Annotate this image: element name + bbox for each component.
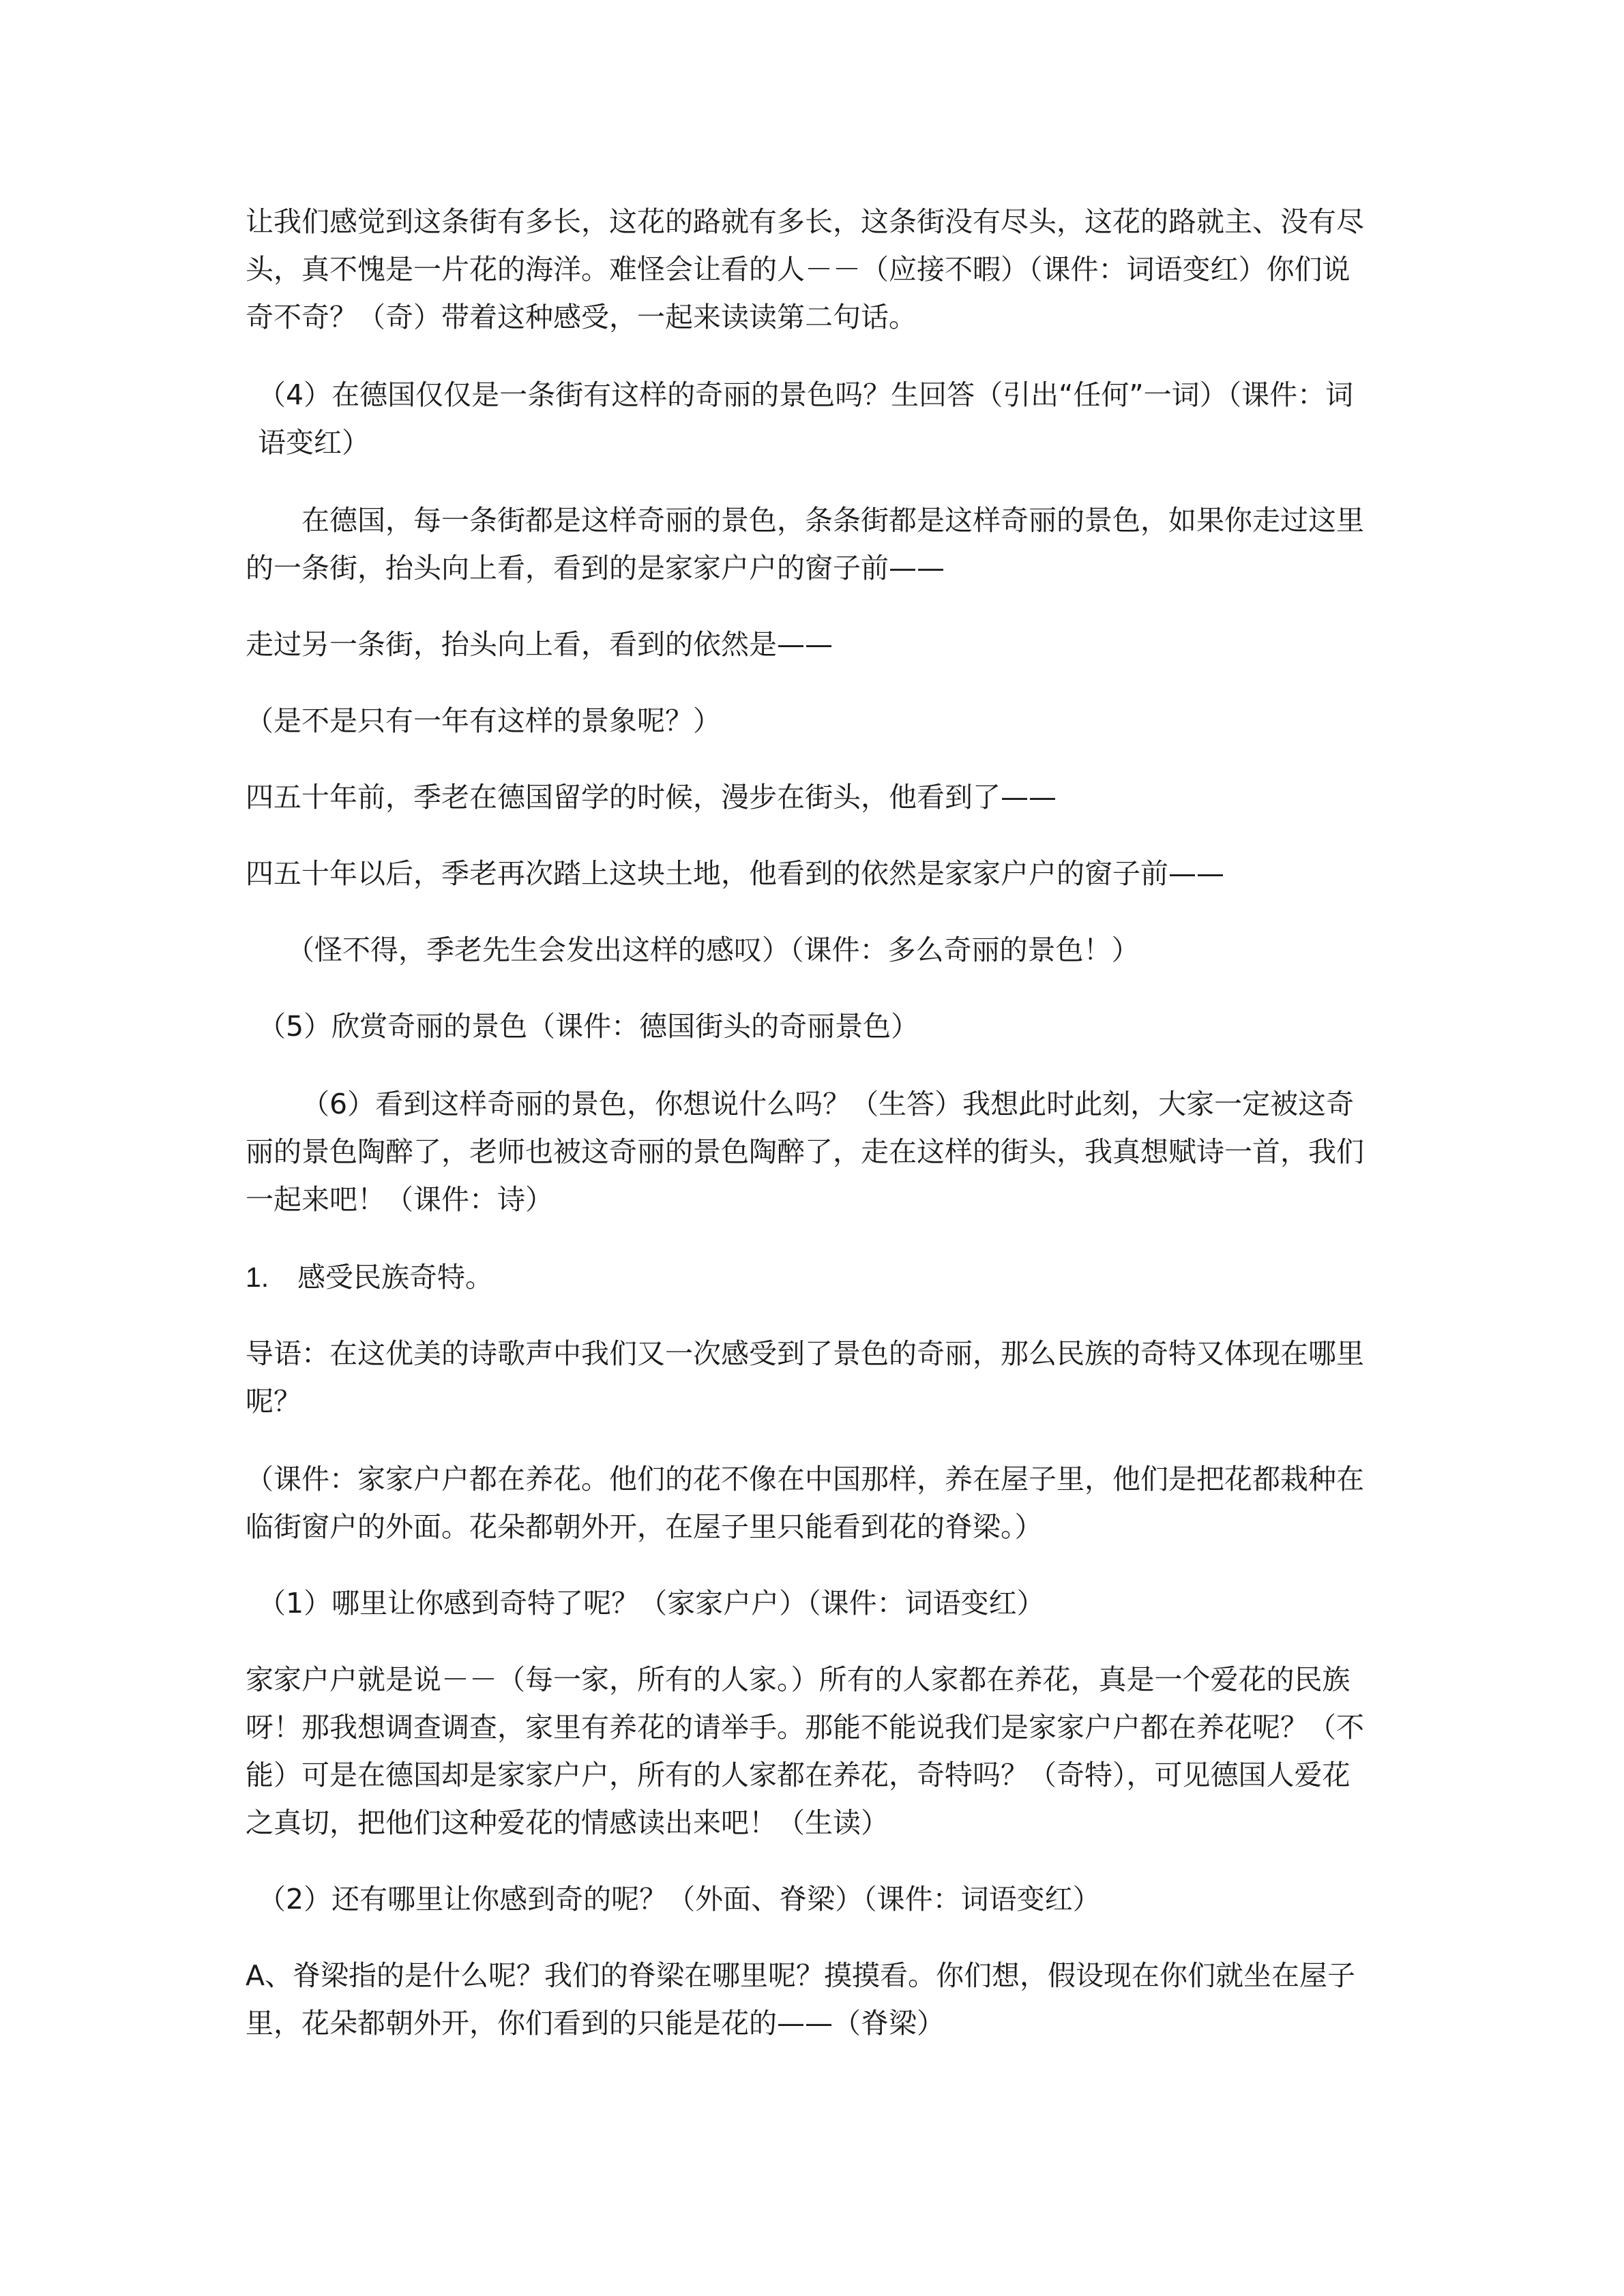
paragraph-lead-in: 导语：在这优美的诗歌声中我们又一次感受到了景色的奇丽，那么民族的奇特又体现在哪里呢？ [246, 1337, 1364, 1418]
paragraph-decades-ago: 四五十年前，季老在德国留学的时候，漫步在街头，他看到了—— [246, 781, 1057, 814]
paragraph-another-street: 走过另一条街，抬头向上看，看到的依然是—— [246, 628, 833, 661]
paragraph-sigh: （怪不得，季老先生会发出这样的感叹）（课件：多么奇丽的景色！） [286, 934, 1140, 966]
paragraph-question-6: （6）看到这样奇丽的景色，你想说什么吗？（生答）我想此时此刻，大家一定被这奇丽的景色陶醉了，老师也被这奇丽的景色陶醉了，走在这样的街头，我真想赋诗一首，我们一起来吧！（课件：诗） [246, 1088, 1364, 1216]
paragraph-every-household: 家家户户就是说－－（每一家，所有的人家。）所有的人家都在养花，真是一个爱花的民族呀！那我想调查调查，家里有养花的请举手。那能不能说我们是家家户户都在养花呢？（不能）可是在德国却是家家户户，所有的人家都在养花，奇特吗？（奇特），可见德国人爱花之真切，把他们这种爱花的情感读出来吧！（生读） [246, 1663, 1364, 1839]
list-text: 感受民族奇特。 [297, 1261, 493, 1294]
paragraph-question-2: （2）还有哪里让你感到奇的呢？（外面、脊梁）（课件：词语变红） [258, 1883, 1101, 1915]
paragraph-question-4: （4）在德国仅仅是一条街有这样的奇丽的景色吗？生回答（引出“任何”一词）（课件：词语变红） [258, 378, 1354, 459]
paragraph-decades-later: 四五十年以后，季老再次踏上这块土地，他看到的依然是家家户户的窗子前—— [246, 857, 1224, 890]
paragraph-question-1: （1）哪里让你感到奇特了呢？（家家户户）（课件：词语变红） [258, 1587, 1045, 1620]
list-number: 1. [246, 1262, 269, 1293]
document-page [246, 198, 1378, 2047]
paragraph-courseware-flowers: （课件：家家户户都在养花。他们的花不像在中国那样，养在屋子里，他们是把花都栽种在临街窗户的外面。花朵都朝外开，在屋子里只能看到花的脊梁。） [246, 1463, 1364, 1543]
paragraph-every-street: 在德国，每一条街都是这样奇丽的景色，条条街都是这样奇丽的景色，如果你走过这里的一条街，抬头向上看，看到的是家家户户的窗子前—— [246, 504, 1364, 584]
paragraph-intro: 让我们感觉到这条街有多长，这花的路就有多长，这条街没有尽头，这花的路就主、没有尽头，真不愧是一片花的海洋。难怪会让看的人－－（应接不暇）（课件：词语变红）你们说奇不奇？（奇）带着这种感受，一起来读读第二句话。 [246, 205, 1364, 333]
paragraph-one-year-question: （是不是只有一年有这样的景象呢？） [246, 704, 721, 737]
list-item-ethnic-uniqueness [246, 1253, 1378, 1301]
paragraph-backbone: A、脊梁指的是什么呢？我们的脊梁在哪里呢？摸摸看。你们想，假设现在你们就坐在屋子里，花朵都朝外开，你们看到的只能是花的——（脊梁） [246, 1959, 1356, 2040]
paragraph-question-5: （5）欣赏奇丽的景色（课件：德国街头的奇丽景色） [258, 1010, 919, 1043]
